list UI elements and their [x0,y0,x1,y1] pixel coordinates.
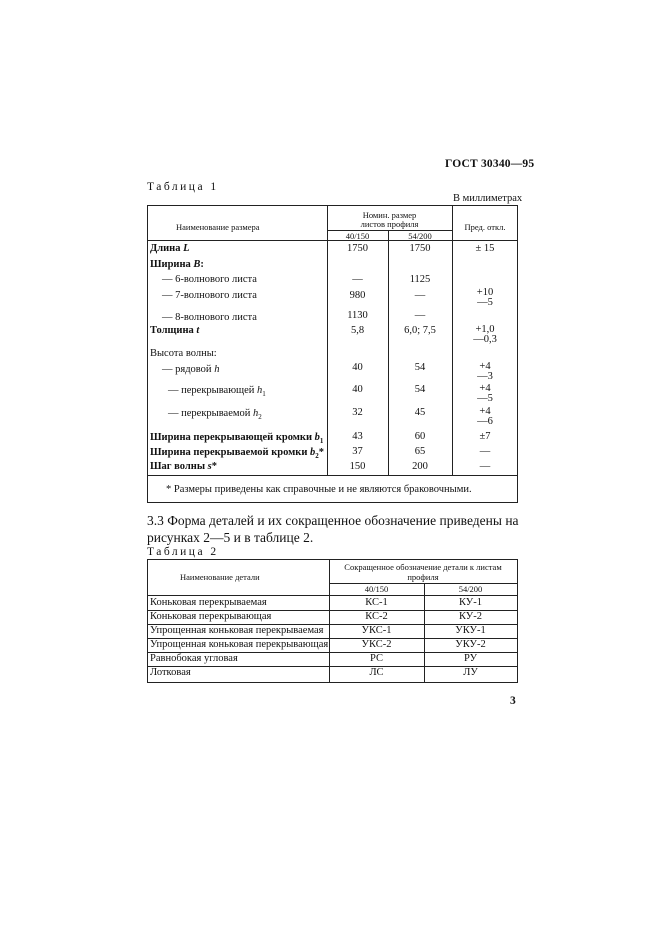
table2-row-name: Равнобокая угловая [150,653,238,664]
table1-row-name: — перекрываемой $h_2$ [168,408,262,422]
table2-head-group: Сокращенное обозначение детали к листам профиля [344,562,502,582]
table1-cell: ± 15 [475,243,495,254]
table1-caption: Таблица 1 [147,181,219,193]
table1-cell: 43 [352,431,363,442]
table1-head-name: Наименование размера [176,222,260,232]
table2-cell: КУ-2 [459,611,482,622]
table1-row-name: Ширина перекрываемой кромки $b_2*$ [150,447,325,461]
table1-units: В миллиметрах [453,193,523,204]
table1-head-nominal: листов профиля [360,219,419,229]
table1-row-name: — рядовой h [162,364,220,375]
table2-cell: УКС-1 [361,625,392,636]
table1-cell: —5 [477,297,493,308]
table1-row-name: — 8-волнового листа [162,312,257,323]
table1-cell: 5,8 [350,325,365,336]
table2-row-name: Упрощенная коньковая перекрывающая [150,639,329,650]
table2-cell: КС-2 [365,611,388,622]
table2-caption: Таблица 2 [147,546,219,558]
table1-cell: 37 [352,446,363,457]
table1-cell: 200 [412,461,428,472]
table1-cell: +10 [476,287,494,298]
table1-row-name: Ширина перекрывающей кромки $b_1$ [150,432,324,446]
table1-cell: —3 [477,371,493,382]
table1-cell: —0,3 [473,334,497,345]
table1-head-col2: 54/200 [408,231,432,241]
table1-cell: 6,0; 7,5 [404,325,436,336]
table1-row-name: — 6-волнового листа [162,274,257,285]
table1-cell: —5 [477,393,493,404]
table2-cell: УКУ-2 [455,639,486,650]
table1-row-name: Высота волны: [150,348,217,359]
document-header: ГОСТ 30340—95 [445,158,535,170]
table2-cell: РС [370,653,383,664]
table2-head-col1: 40/150 [364,584,389,594]
table2-cell: ЛУ [463,667,478,678]
table1-row-name: — перекрывающей $h_1$ [168,385,266,399]
table1-row-name: Шаг волны s* [150,461,217,472]
table1-cell: 54 [414,384,426,395]
table1-cell: 40 [352,384,363,395]
table1-cell: +4 [479,361,491,372]
page-number: 3 [510,695,516,707]
table2-cell: КУ-1 [459,597,482,608]
table1-cell: 980 [349,290,366,301]
table1-cell: 1750 [409,243,431,254]
table1-divider [148,475,517,476]
table1-cell: 45 [414,407,426,418]
table2-cell: КС-1 [365,597,388,608]
table1-cell: — [479,461,491,472]
table1-cell: 150 [349,461,366,472]
table2 [147,559,518,683]
table1-row-name: Длина L [150,243,190,254]
table1-head-nominal: Номин. размер [362,210,417,220]
table1-cell: +4 [479,383,491,394]
table2-row-name: Коньковая перекрывающая [150,611,272,622]
table1-cell: 1130 [347,310,368,321]
table1-cell: 1125 [409,274,431,285]
table2-row-name: Коньковая перекрываемая [150,597,267,608]
table2-cell: УКС-2 [361,639,392,650]
table2-row-name: Лотковая [150,667,191,678]
table2-cell: РУ [463,653,477,664]
table1-cell: 65 [414,446,426,457]
table1-cell: 40 [352,362,363,373]
table2-row-name: Упрощенная коньковая перекрываемая [150,625,324,636]
table1-cell: 54 [414,362,426,373]
table1-cell: ±7 [479,431,491,442]
table2-divider [148,595,517,596]
table1-cell: —6 [477,416,493,427]
table1-head-tol: Пред. откл. [464,222,506,232]
table1-cell: 60 [414,431,426,442]
table1 [147,205,518,503]
table2-cell: УКУ-1 [455,625,486,636]
table1-row-name: Ширина B: [150,259,204,270]
table2-head-col2: 54/200 [458,584,483,594]
table2-cell: ЛС [369,667,384,678]
table1-row-name: — 7-волнового листа [162,290,257,301]
table1-cell: +1,0 [475,324,495,335]
table1-cell: — [414,290,426,301]
table1-cell: 1750 [347,243,368,254]
table1-cell: — [352,274,363,285]
table1-head-col1: 40/150 [345,231,370,241]
paragraph-3-3: 3.3 Форма деталей и их сокращенное обозначение приведены на рисунках 2—5 и в таблице 2. [147,513,519,545]
table2-head-name: Наименование детали [180,572,260,582]
table1-cell: — [479,446,491,457]
table1-cell: +4 [479,406,491,417]
table1-row-name: Толщина t [150,325,200,336]
table1-cell: — [414,310,426,321]
table1-footnote: * Размеры приведены как справочные и не являются браковочными. [166,484,472,495]
table1-cell: 32 [352,407,363,418]
